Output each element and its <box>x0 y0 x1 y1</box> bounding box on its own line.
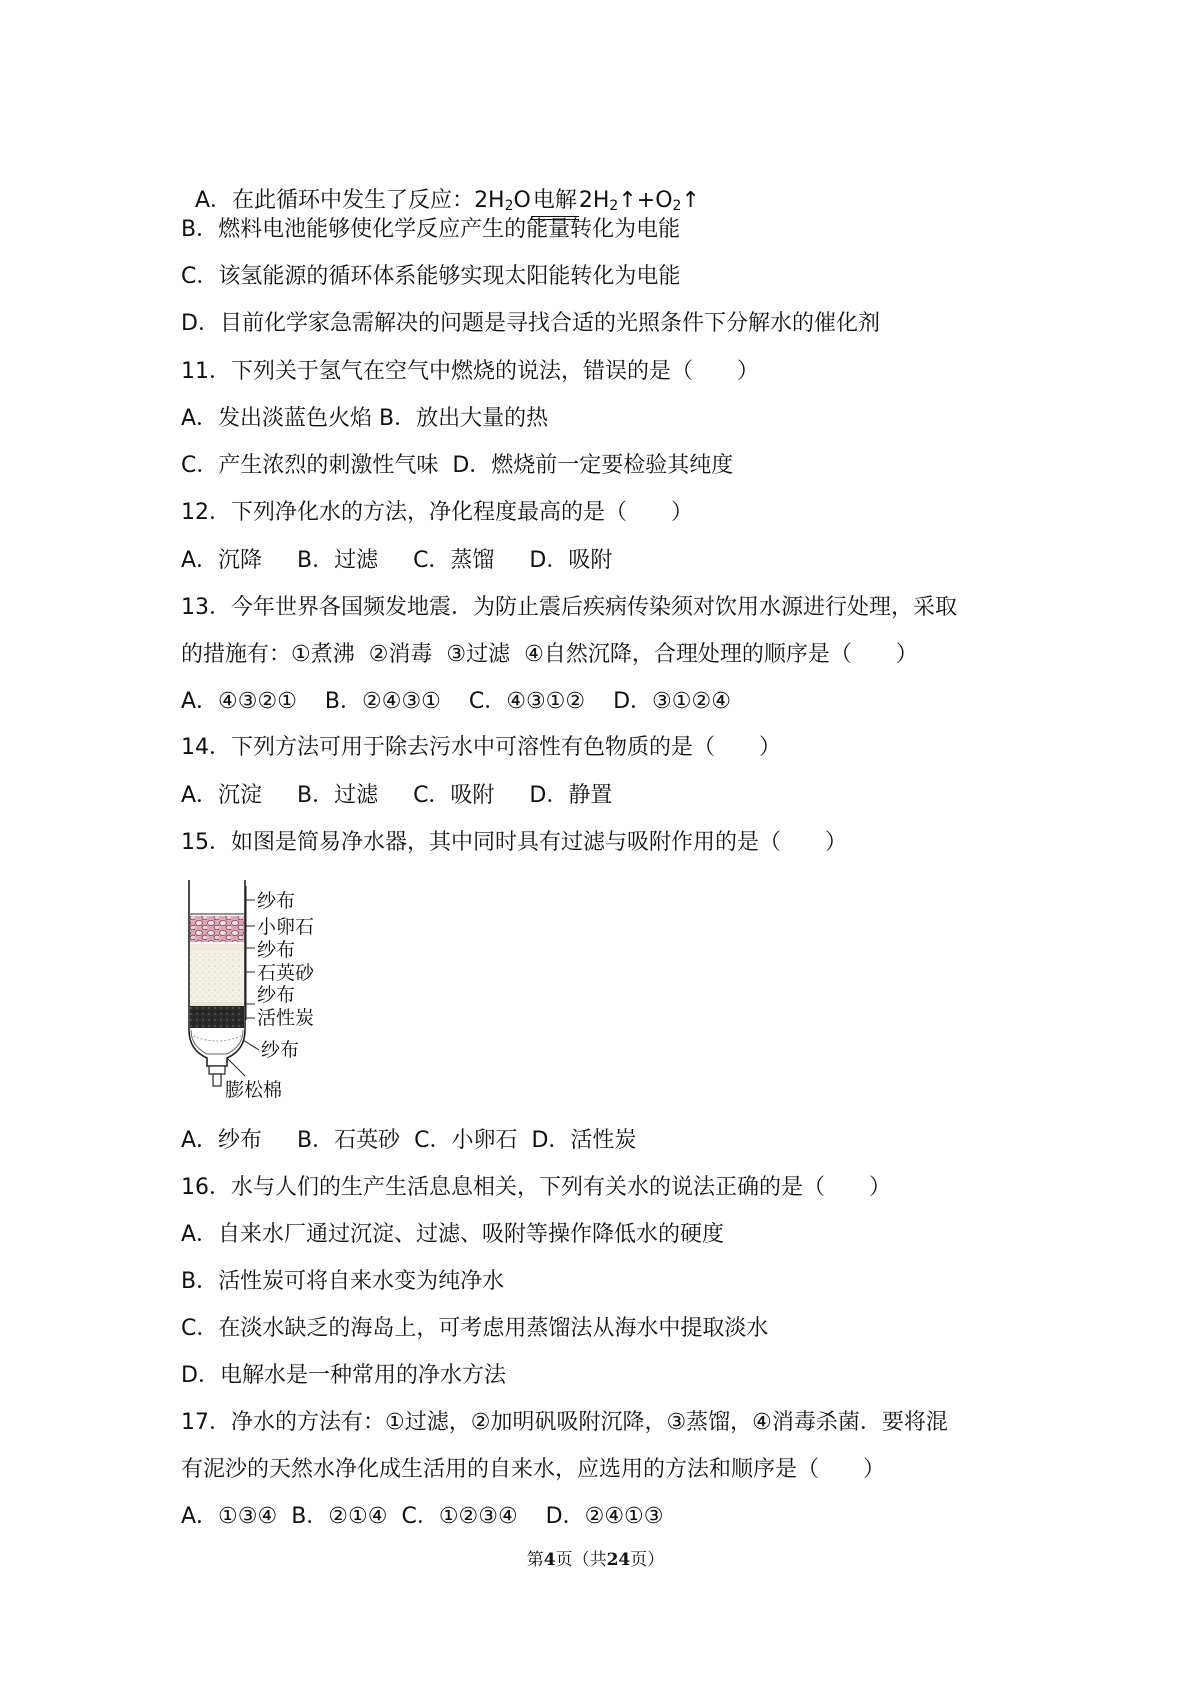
q17-stem-line2: 有泥沙的天然水净化成生活用的自来水，应选用的方法和顺序是（ ） <box>181 1457 886 1482</box>
fig-label-cotton: 膨松棉 <box>225 1079 283 1101</box>
water-purifier-figure <box>183 880 383 1105</box>
q17-stem-line1: 17．净水的方法有：①过滤，②加明矾吸附沉降，③蒸馏，④消毒杀菌．要将混 <box>181 1410 948 1435</box>
fig-label-gauze-4: 纱布 <box>261 1039 300 1061</box>
q12-stem: 12．下列净化水的方法，净化程度最高的是（ ） <box>181 500 693 525</box>
q12-options: A．沉降 B．过滤 C．蒸馏 D．吸附 <box>181 548 613 573</box>
page-total: 24 <box>606 1550 631 1570</box>
q10-equation: $2H_2O$电解$2H_2↑+O_2↑$ <box>474 188 700 214</box>
fig-label-activated-carbon: 活性炭 <box>257 1007 315 1029</box>
q16-option-a: A．自来水厂通过沉淀、过滤、吸附等操作降低水的硬度 <box>181 1222 725 1247</box>
fig-label-pebbles: 小卵石 <box>257 916 315 938</box>
q10-option-b: B．燃料电池能够使化学反应产生的能量转化为电能 <box>181 217 681 242</box>
q13-stem-line1: 13．今年世界各国频发地震．为防止震后疾病传染须对饮用水源进行处理，采取 <box>181 595 957 620</box>
q15-options: A．纱布 B．石英砂 C．小卵石 D．活性炭 <box>181 1128 637 1153</box>
q11-options-cd: C．产生浓烈的刺激性气味 D．燃烧前一定要检验其纯度 <box>181 453 734 478</box>
q16-stem: 16．水与人们的生产生活息息相关，下列有关水的说法正确的是（ ） <box>181 1175 891 1200</box>
q10-option-d: D．目前化学家急需解决的问题是寻找合适的光照条件下分解水的催化剂 <box>181 311 880 336</box>
q16-option-c: C．在淡水缺乏的海岛上，可考虑用蒸馏法从海水中提取淡水 <box>181 1316 769 1341</box>
q10-option-a <box>181 156 700 221</box>
q13-stem-line2: 的措施有：①煮沸 ②消毒 ③过滤 ④自然沉降，合理处理的顺序是（ ） <box>181 642 918 667</box>
q17-options: A．①③④ B．②①④ C．①②③④ D．②④①③ <box>181 1504 664 1529</box>
q10-option-c: C．该氢能源的循环体系能够实现太阳能转化为电能 <box>181 264 681 289</box>
fig-label-gauze-3: 纱布 <box>257 984 296 1006</box>
q14-stem: 14．下列方法可用于除去污水中可溶性有色物质的是（ ） <box>181 735 781 760</box>
q11-options-ab: A．发出淡蓝色火焰 B．放出大量的热 <box>181 406 549 431</box>
fig-label-gauze-2: 纱布 <box>257 939 296 961</box>
q13-options: A．④③②① B．②④③① C．④③①② D．③①②④ <box>181 689 731 714</box>
q15-stem: 15．如图是简易净水器，其中同时具有过滤与吸附作用的是（ ） <box>181 830 847 855</box>
q16-option-d: D．电解水是一种常用的净水方法 <box>181 1363 506 1388</box>
q11-stem: 11．下列关于氢气在空气中燃烧的说法，错误的是（ ） <box>181 359 759 384</box>
fig-label-gauze-1: 纱布 <box>257 890 296 912</box>
q10-option-a-prefix: A．在此循环中发生了反应： <box>195 188 475 213</box>
q14-options: A．沉淀 B．过滤 C．吸附 D．静置 <box>181 783 613 808</box>
q16-option-b: B．活性炭可将自来水变为纯净水 <box>181 1269 505 1294</box>
page-number: 4 <box>543 1550 556 1570</box>
q10-reaction-condition: 电解 <box>531 186 579 216</box>
page-footer: 第4页（共24页） <box>526 1550 665 1570</box>
fig-label-quartz-sand: 石英砂 <box>257 962 315 984</box>
